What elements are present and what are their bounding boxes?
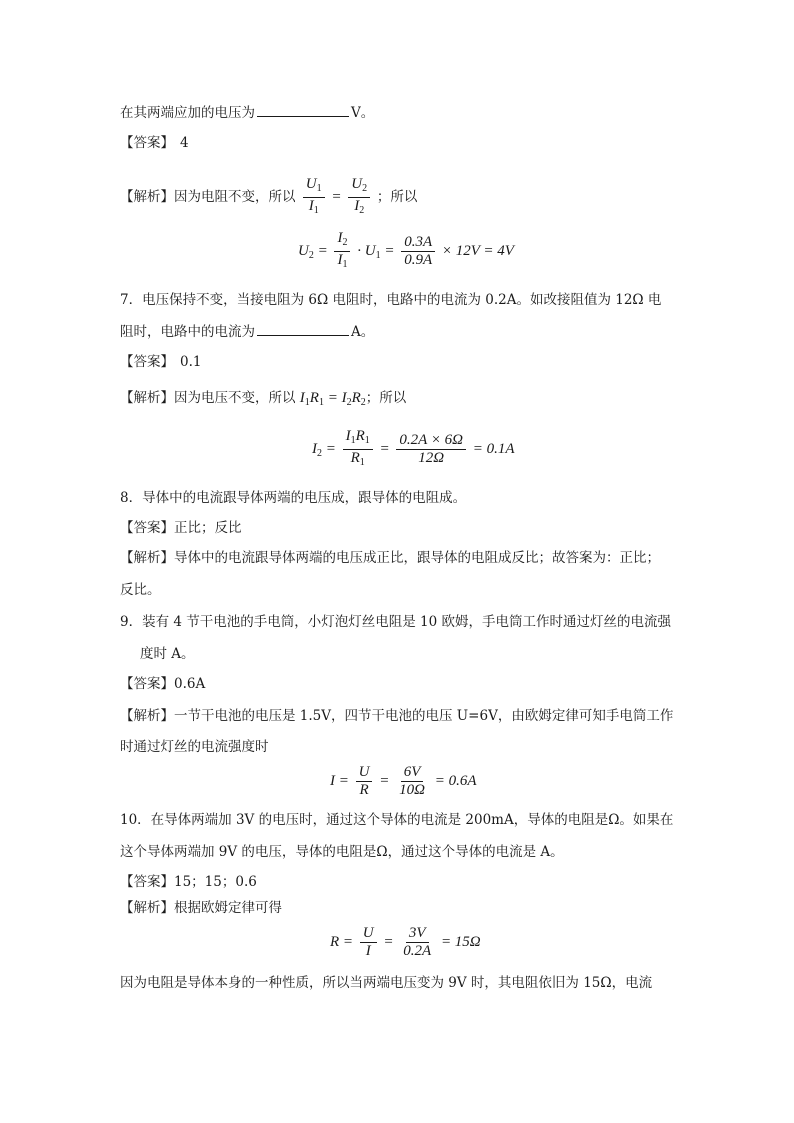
explanation-text: 因为电阻不变，所以 [174, 188, 296, 205]
question-10-line-1: 10．在导体两端加 3V 的电压时，通过这个导体的电流是 200mA，导体的电阻是Ω。如果在 [120, 812, 674, 828]
explanation-line: 【解析】导体中的电流跟导体两端的电压成正比，跟导体的电阻成反比；故答案为：正比； [120, 550, 660, 566]
question-10-line-2: 这个导体两端加 9V 的电压，导体的电阻是Ω，通过这个导体的电流是 A。 [120, 844, 564, 860]
answer-line: 【答案】正比；反比 [120, 520, 242, 536]
answer-label: 【答案】 [120, 354, 174, 370]
explanation-line: 时通过灯丝的电流强度时 [120, 739, 269, 755]
answer-value: 0.1 [180, 354, 202, 370]
question-7-line-2: 阻时，电路中的电流为 A。 [120, 324, 375, 340]
formula-r: R = $\frac{U}{I}$ = $\frac{3V}{0.2A}$ = 15Ω [330, 925, 481, 959]
question-8: 8．导体中的电流跟导体两端的电压成，跟导体的电阻成。 [120, 490, 467, 506]
answer-label: 【答案】 [120, 135, 174, 151]
text: V。 [351, 105, 375, 121]
explanation-label: 【解析】 [120, 390, 174, 406]
answer-line [120, 133, 189, 153]
answer-line: 【答案】0.6A [120, 676, 206, 692]
question-continuation [120, 103, 374, 123]
explanation-line: 因为电阻是导体本身的一种性质，所以当两端电压变为 9V 时，其电阻依旧为 15Ω，电流 [120, 975, 653, 991]
explanation-line: 【解析】一节干电池的电压是 1.5V，四节干电池的电压 U=6V，由欧姆定律可知手电筒工作 [120, 708, 674, 724]
explanation-label: 【解析】 [120, 188, 174, 205]
explanation-text: ；所以 [376, 188, 418, 205]
explanation-line [120, 176, 417, 219]
explanation-line: 反比。 [120, 582, 161, 598]
answer-value: 4 [180, 135, 189, 151]
answer-blank [257, 103, 349, 117]
formula-inline: $I_1R_1 = I_2R_2$ [299, 390, 366, 408]
text: 在其两端应加的电压为 [120, 105, 255, 121]
formula-i: I = $\frac{U}{R}$ = $\frac{6V}{10\Omega}$ = 0.6A [330, 764, 477, 798]
formula-u2: $U_2$ = $\frac{I_2}{I_1}$ · $U_1$ = $\frac{0.3A}{0.9A}$ × 12V = 4V [298, 230, 514, 270]
formula-ratio: $\frac{U_1}{I_1}$ = $\frac{U_2}{I_2}$ [300, 189, 377, 205]
explanation-line: 【解析】根据欧姆定律可得 [120, 900, 282, 916]
answer-line [120, 352, 201, 372]
explanation-line: 【解析】因为电压不变，所以 $I_1R_1 = I_2R_2$；所以 [120, 390, 407, 408]
answer-blank [257, 322, 349, 336]
question-9-line-2: 度时 A。 [140, 646, 195, 662]
question-7-line-1: 7．电压保持不变，当接电阻为 6Ω 电阻时，电路中的电流为 0.2A。如改接阻值为 12Ω 电 [120, 292, 662, 308]
answer-line: 【答案】15；15；0.6 [120, 874, 257, 890]
formula-i2: $I_2$ = $\frac{I_1R_1}{R_1}$ = $\frac{0.2A \times 6\Omega}{12\Omega}$ = 0.1A [312, 428, 515, 468]
question-9-line-1: 9．装有 4 节干电池的手电筒，小灯泡灯丝电阻是 10 欧姆，手电筒工作时通过灯丝的电流强 [120, 614, 672, 630]
